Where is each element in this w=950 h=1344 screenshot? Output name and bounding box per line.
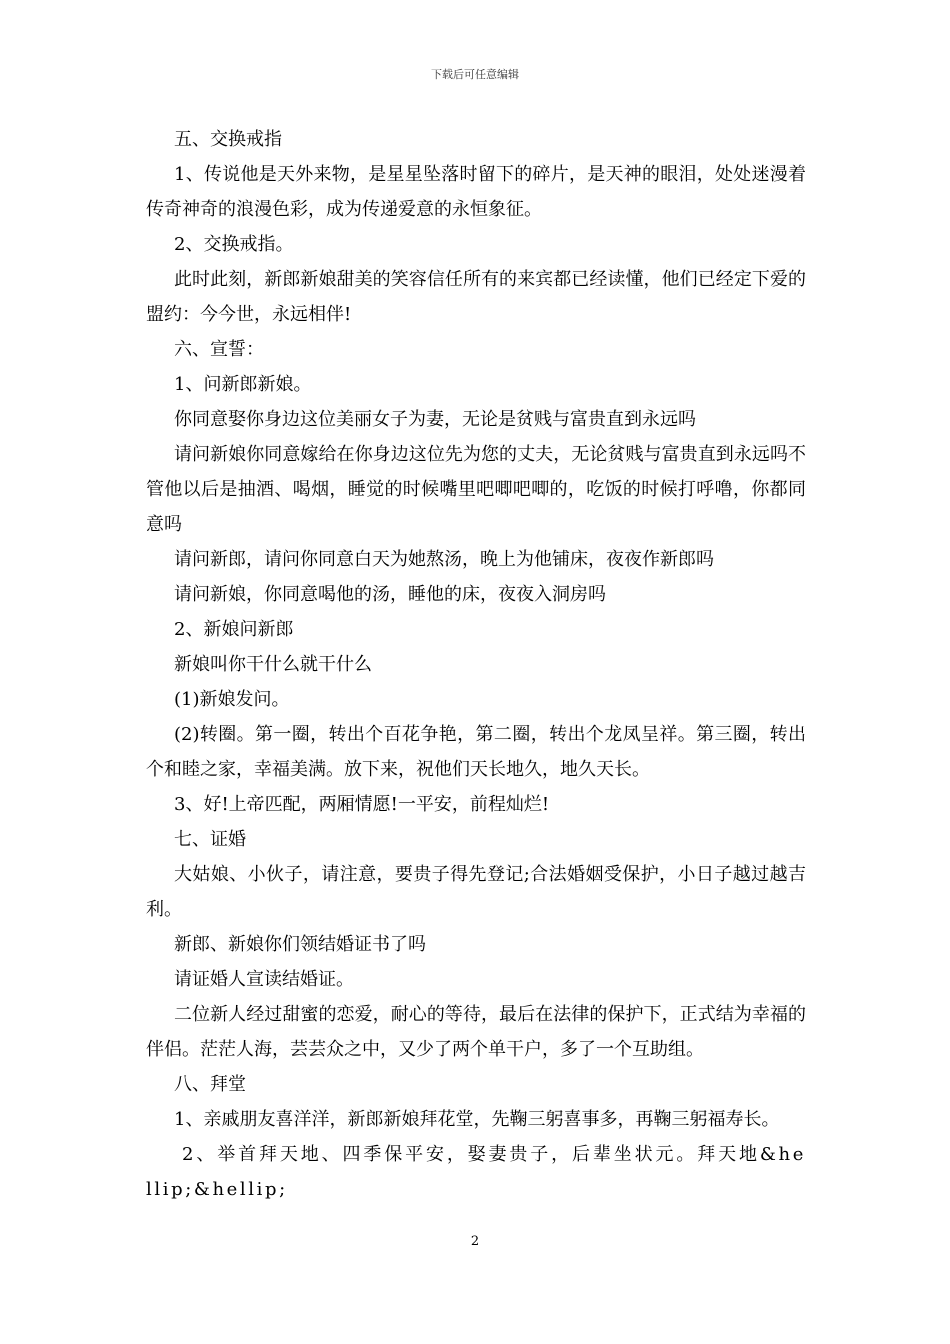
- section-heading-exchange-rings: 五、交换戒指: [174, 129, 282, 150]
- paragraph: 请问新郎，请问你同意白天为她熬汤，晚上为他铺床，夜夜作新郎吗: [174, 549, 714, 570]
- page-header: 下载后可任意编辑: [431, 68, 519, 81]
- paragraph: 请问新娘，你同意喝他的汤，睡他的床，夜夜入洞房吗: [174, 584, 606, 605]
- paragraph: 1、亲戚朋友喜洋洋，新郎新娘拜花堂，先鞠三躬喜事多，再鞠三躬福寿长。: [174, 1109, 780, 1130]
- paragraph: 大姑娘、小伙子，请注意，要贵子得先登记;合法婚姻受保护，小日子越过越吉利。: [146, 864, 806, 920]
- page-number: 2: [470, 1234, 480, 1249]
- paragraph: (2)转圈。第一圈，转出个百花争艳，第二圈，转出个龙凤呈祥。第三圈，转出个和睦之家，幸福美满。放下来，祝他们天长地久，地久天长。: [146, 724, 806, 780]
- paragraph: (1)新娘发问。: [174, 689, 290, 710]
- paragraph: 请问新娘你同意嫁给在你身边这位先为您的丈夫，无论贫贱与富贵直到永远吗不管他以后是抽酒、喝烟，睡觉的时候嘴里吧唧吧唧的，吃饭的时候打呼噜，你都同意吗: [146, 444, 806, 535]
- section-heading-vows: 六、宣誓：: [174, 339, 264, 360]
- paragraph: 新郎、新娘你们领结婚证书了吗: [174, 934, 426, 955]
- paragraph: 此时此刻，新郎新娘甜美的笑容信任所有的来宾都已经读懂，他们已经定下爱的盟约：今今世，永远相伴!: [146, 269, 806, 325]
- paragraph: 1、传说他是天外来物，是星星坠落时留下的碎片，是天神的眼泪，处处迷漫着传奇神奇的浪漫色彩，成为传递爱意的永恒象征。: [146, 164, 806, 220]
- paragraph: 请证婚人宣读结婚证。: [174, 969, 354, 990]
- section-heading-certificate: 七、证婚: [174, 829, 246, 850]
- paragraph: 2、举首拜天地、四季保平安，娶妻贵子，后辈坐状元。拜天地&hellip;&hellip;: [146, 1144, 806, 1200]
- paragraph: 二位新人经过甜蜜的恋爱，耐心的等待，最后在法律的保护下，正式结为幸福的伴侣。茫茫人海，芸芸众之中，又少了两个单干户，多了一个互助组。: [146, 1004, 806, 1060]
- document-body: [146, 122, 806, 1207]
- paragraph: 2、新娘问新郎: [174, 619, 294, 640]
- paragraph: 3、好!上帝匹配，两厢情愿!一平安，前程灿烂!: [174, 794, 550, 815]
- section-heading-bow: 八、拜堂: [174, 1074, 246, 1095]
- paragraph: 新娘叫你干什么就干什么: [174, 654, 372, 675]
- paragraph: 你同意娶你身边这位美丽女子为妻，无论是贫贱与富贵直到永远吗: [174, 409, 696, 430]
- paragraph: 1、问新郎新娘。: [174, 374, 312, 395]
- paragraph: 2、交换戒指。: [174, 234, 294, 255]
